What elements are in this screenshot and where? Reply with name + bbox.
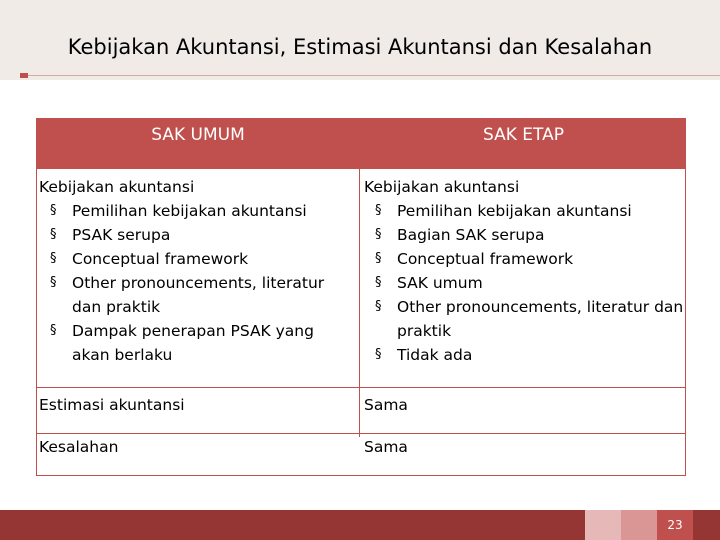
bullet-icon: § [375, 275, 382, 290]
table-header [37, 119, 685, 169]
list-item: § Dampak penerapan PSAK yang akan berlaku [39, 319, 349, 367]
cell-estimasi-sak-umum: Estimasi akuntansi [39, 396, 185, 414]
cell-kebijakan-sak-etap [364, 175, 684, 367]
list-item: § Other pronouncements, literatur dan praktik [364, 295, 684, 343]
cell-kebijakan-sak-umum [39, 175, 349, 367]
bullet-icon: § [375, 251, 382, 266]
bullet-list [364, 199, 684, 367]
list-item: § Conceptual framework [39, 247, 349, 271]
list-item: § Other pronouncements, literatur dan praktik [39, 271, 349, 319]
comparison-table [36, 118, 686, 476]
list-item: § PSAK serupa [39, 223, 349, 247]
slide-title: Kebijakan Akuntansi, Estimasi Akuntansi dan Kesalahan [67, 35, 653, 59]
cell-heading: Kebijakan akuntansi [364, 178, 520, 196]
column-divider [359, 169, 360, 437]
row-divider [37, 433, 685, 434]
bullet-icon: § [375, 203, 382, 218]
cell-kesalahan-sak-etap: Sama [364, 438, 408, 456]
bullet-icon: § [375, 299, 382, 314]
list-item: § SAK umum [364, 271, 684, 295]
list-item: § Pemilihan kebijakan akuntansi [39, 199, 349, 223]
list-item: § Bagian SAK serupa [364, 223, 684, 247]
bullet-icon: § [50, 323, 57, 338]
list-item: § Pemilihan kebijakan akuntansi [364, 199, 684, 223]
bullet-list [39, 199, 349, 367]
title-accent [20, 73, 28, 78]
list-item: § Conceptual framework [364, 247, 684, 271]
header-sak-etap: SAK ETAP [483, 125, 564, 145]
header-sak-umum: SAK UMUM [151, 125, 245, 145]
row-divider [37, 387, 685, 388]
bullet-icon: § [50, 275, 57, 290]
bullet-icon: § [50, 251, 57, 266]
footer-block-dark [693, 510, 720, 540]
bullet-icon: § [375, 227, 382, 242]
cell-heading: Kebijakan akuntansi [39, 178, 195, 196]
bullet-icon: § [50, 203, 57, 218]
footer-block-light [585, 510, 621, 540]
footer-block-medium [621, 510, 657, 540]
cell-kesalahan-sak-umum: Kesalahan [39, 438, 119, 456]
title-rule [20, 75, 720, 76]
list-item: § Tidak ada [364, 343, 684, 367]
page-number: 23 [657, 510, 693, 540]
bullet-icon: § [375, 347, 382, 362]
bullet-icon: § [50, 227, 57, 242]
cell-estimasi-sak-etap: Sama [364, 396, 408, 414]
